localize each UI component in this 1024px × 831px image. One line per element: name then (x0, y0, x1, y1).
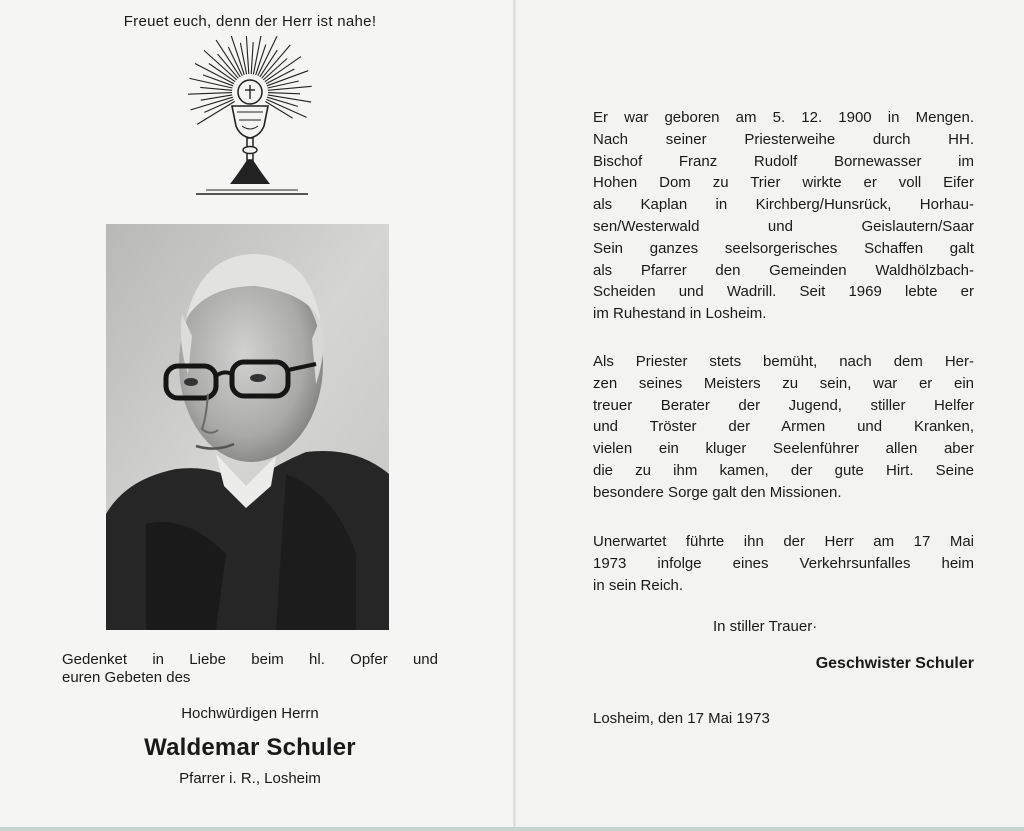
text-line: als Pfarrer den Gemeinden Waldhölzbach- (593, 261, 974, 279)
remembrance-line-2: euren Gebeten des (62, 669, 191, 686)
mourning-text: In stiller Trauer· (713, 618, 818, 635)
biography-paragraph (593, 107, 974, 325)
honorific-text: Hochwürdigen Herrn (181, 705, 319, 722)
text-line: Sein ganzes seelsorgerisches Schaffen galt (593, 239, 974, 257)
place-date: Losheim, den 17 Mai 1973 (593, 710, 770, 727)
sunburst-ray (268, 95, 311, 102)
remembrance-text (62, 651, 438, 687)
motto-text: Freuet euch, denn der Herr ist nahe! (123, 13, 377, 30)
text-line: Hohen Dom zu Trier wirkte er voll Eifer (593, 174, 974, 192)
sunburst-ray (197, 101, 235, 124)
chalice-with-host-icon (176, 36, 331, 201)
death-paragraph (593, 531, 974, 596)
text-line: sen/Westerwald und Geislautern/Saar (593, 217, 974, 235)
family-signature: Geschwister Schuler (815, 655, 974, 672)
text-line: treuer Berater der Jugend, stiller Helfer (593, 396, 974, 414)
text-line: Scheiden und Wadrill. Seit 1969 lebte er (593, 283, 974, 301)
sunburst-ray (201, 95, 233, 100)
sunburst-ray (246, 36, 249, 74)
sunburst-ray (188, 93, 232, 95)
text-line: die zu ihm kamen, der gute Hirt. Seine (593, 461, 974, 479)
text-line: vielen ein kluger Seelenführer allen aber (593, 440, 974, 458)
remembrance-line-1: Gedenket in Liebe beim hl. Opfer und (62, 651, 438, 668)
text-line: als Kaplan in Kirchberg/Hunsrück, Horhau- (593, 196, 974, 214)
deceased-name: Waldemar Schuler (144, 734, 356, 761)
deceased-role: Pfarrer i. R., Losheim (179, 770, 321, 787)
sunburst-ray (251, 42, 253, 74)
text-line: im Ruhestand in Losheim. (593, 305, 767, 323)
text-line: Er war geboren am 5. 12. 1900 in Mengen. (593, 109, 974, 126)
text-line: zen seines Meisters zu sein, war er ein (593, 374, 974, 392)
portrait-photo-icon (106, 224, 389, 630)
sunburst-ray (200, 87, 232, 90)
text-line: 1973 infolge eines Verkehrsunfalles heim (593, 554, 974, 572)
sunburst-ray (191, 97, 233, 110)
text-line: Nach seiner Priesterweihe durch HH. (593, 130, 974, 148)
text-line: in sein Reich. (593, 576, 684, 594)
card-bottom-edge (0, 827, 1024, 831)
text-line: und Tröster der Armen und Kranken, (593, 418, 974, 436)
sunburst-ray (268, 93, 300, 94)
text-line: besondere Sorge galt den Missionen. (593, 483, 842, 501)
sunburst-ray (268, 81, 299, 88)
sunburst-ray (240, 43, 246, 74)
text-line: Unerwartet führte ihn der Herr am 17 Mai (593, 533, 974, 550)
text-line: Als Priester stets bemüht, nach dem Her- (593, 353, 974, 370)
tribute-paragraph (593, 351, 974, 504)
card-fold (513, 0, 516, 831)
text-line: Bischof Franz Rudolf Bornewasser im (593, 152, 974, 170)
